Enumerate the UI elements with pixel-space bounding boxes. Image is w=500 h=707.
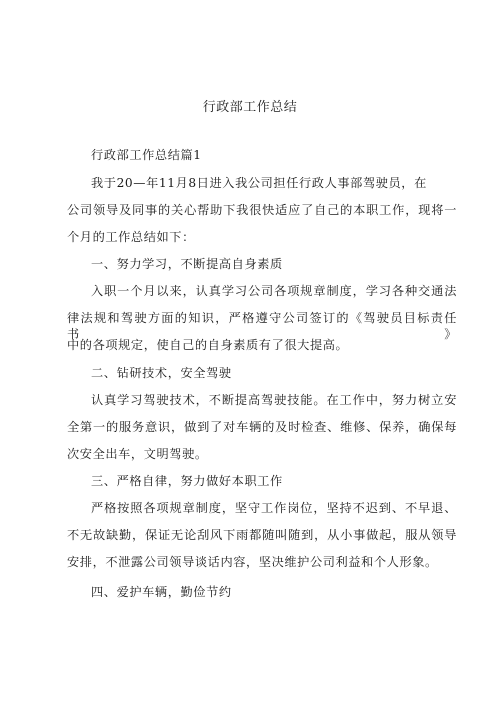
section-heading: 四、爱护车辆，勤俭节约 [91,585,232,599]
section-heading: 三、严格自律，努力做好本职工作 [91,474,283,488]
paragraph-line: 认真学习驾驶技术，不断提高驾驶技能。在工作中，努力树立安 [91,393,457,407]
paragraph-line: 公司领导及同事的关心帮助下我很快适应了自己的本职工作，现将一 [67,203,457,217]
section-heading: 一、努力学习，不断提高自身素质 [91,257,283,271]
section-heading: 二、钻研技术，安全驾驶 [91,366,232,380]
paragraph-line: 中的各项规定，使自己的自身素质有了很大提高。 [67,338,349,352]
section-heading: 行政部工作总结篇1 [91,148,202,162]
paragraph-line: 不无故缺勤，保证无论刮风下雨都随叫随到，从小事做起，服从领导 [67,528,457,542]
document-title: 行政部工作总结 [202,100,298,115]
paragraph-line: 安排，不泄露公司领导谈话内容，坚决维护公司利益和个人形象。 [67,555,438,569]
paragraph-line: 我于20—年11月8日进入我公司担任行政人事部驾驶员，在 [91,176,427,190]
paragraph-line: 次安全出车，文明驾驶。 [67,447,208,461]
paragraph-line: 入职一个月以来，认真学习公司各项规章制度，学习各种交通法 [91,284,457,298]
paragraph-line: 律法规和驾驶方面的知识，严格遵守公司签订的《驾驶员目标责任书》 [67,311,457,341]
paragraph-line: 全第一的服务意识，做到了对车辆的及时检查、维修、保养，确保每 [67,420,457,434]
paragraph-line: 严格按照各项规章制度，坚守工作岗位，坚持不迟到、不早退、 [91,501,457,515]
paragraph-line: 个月的工作总结如下： [67,230,195,244]
